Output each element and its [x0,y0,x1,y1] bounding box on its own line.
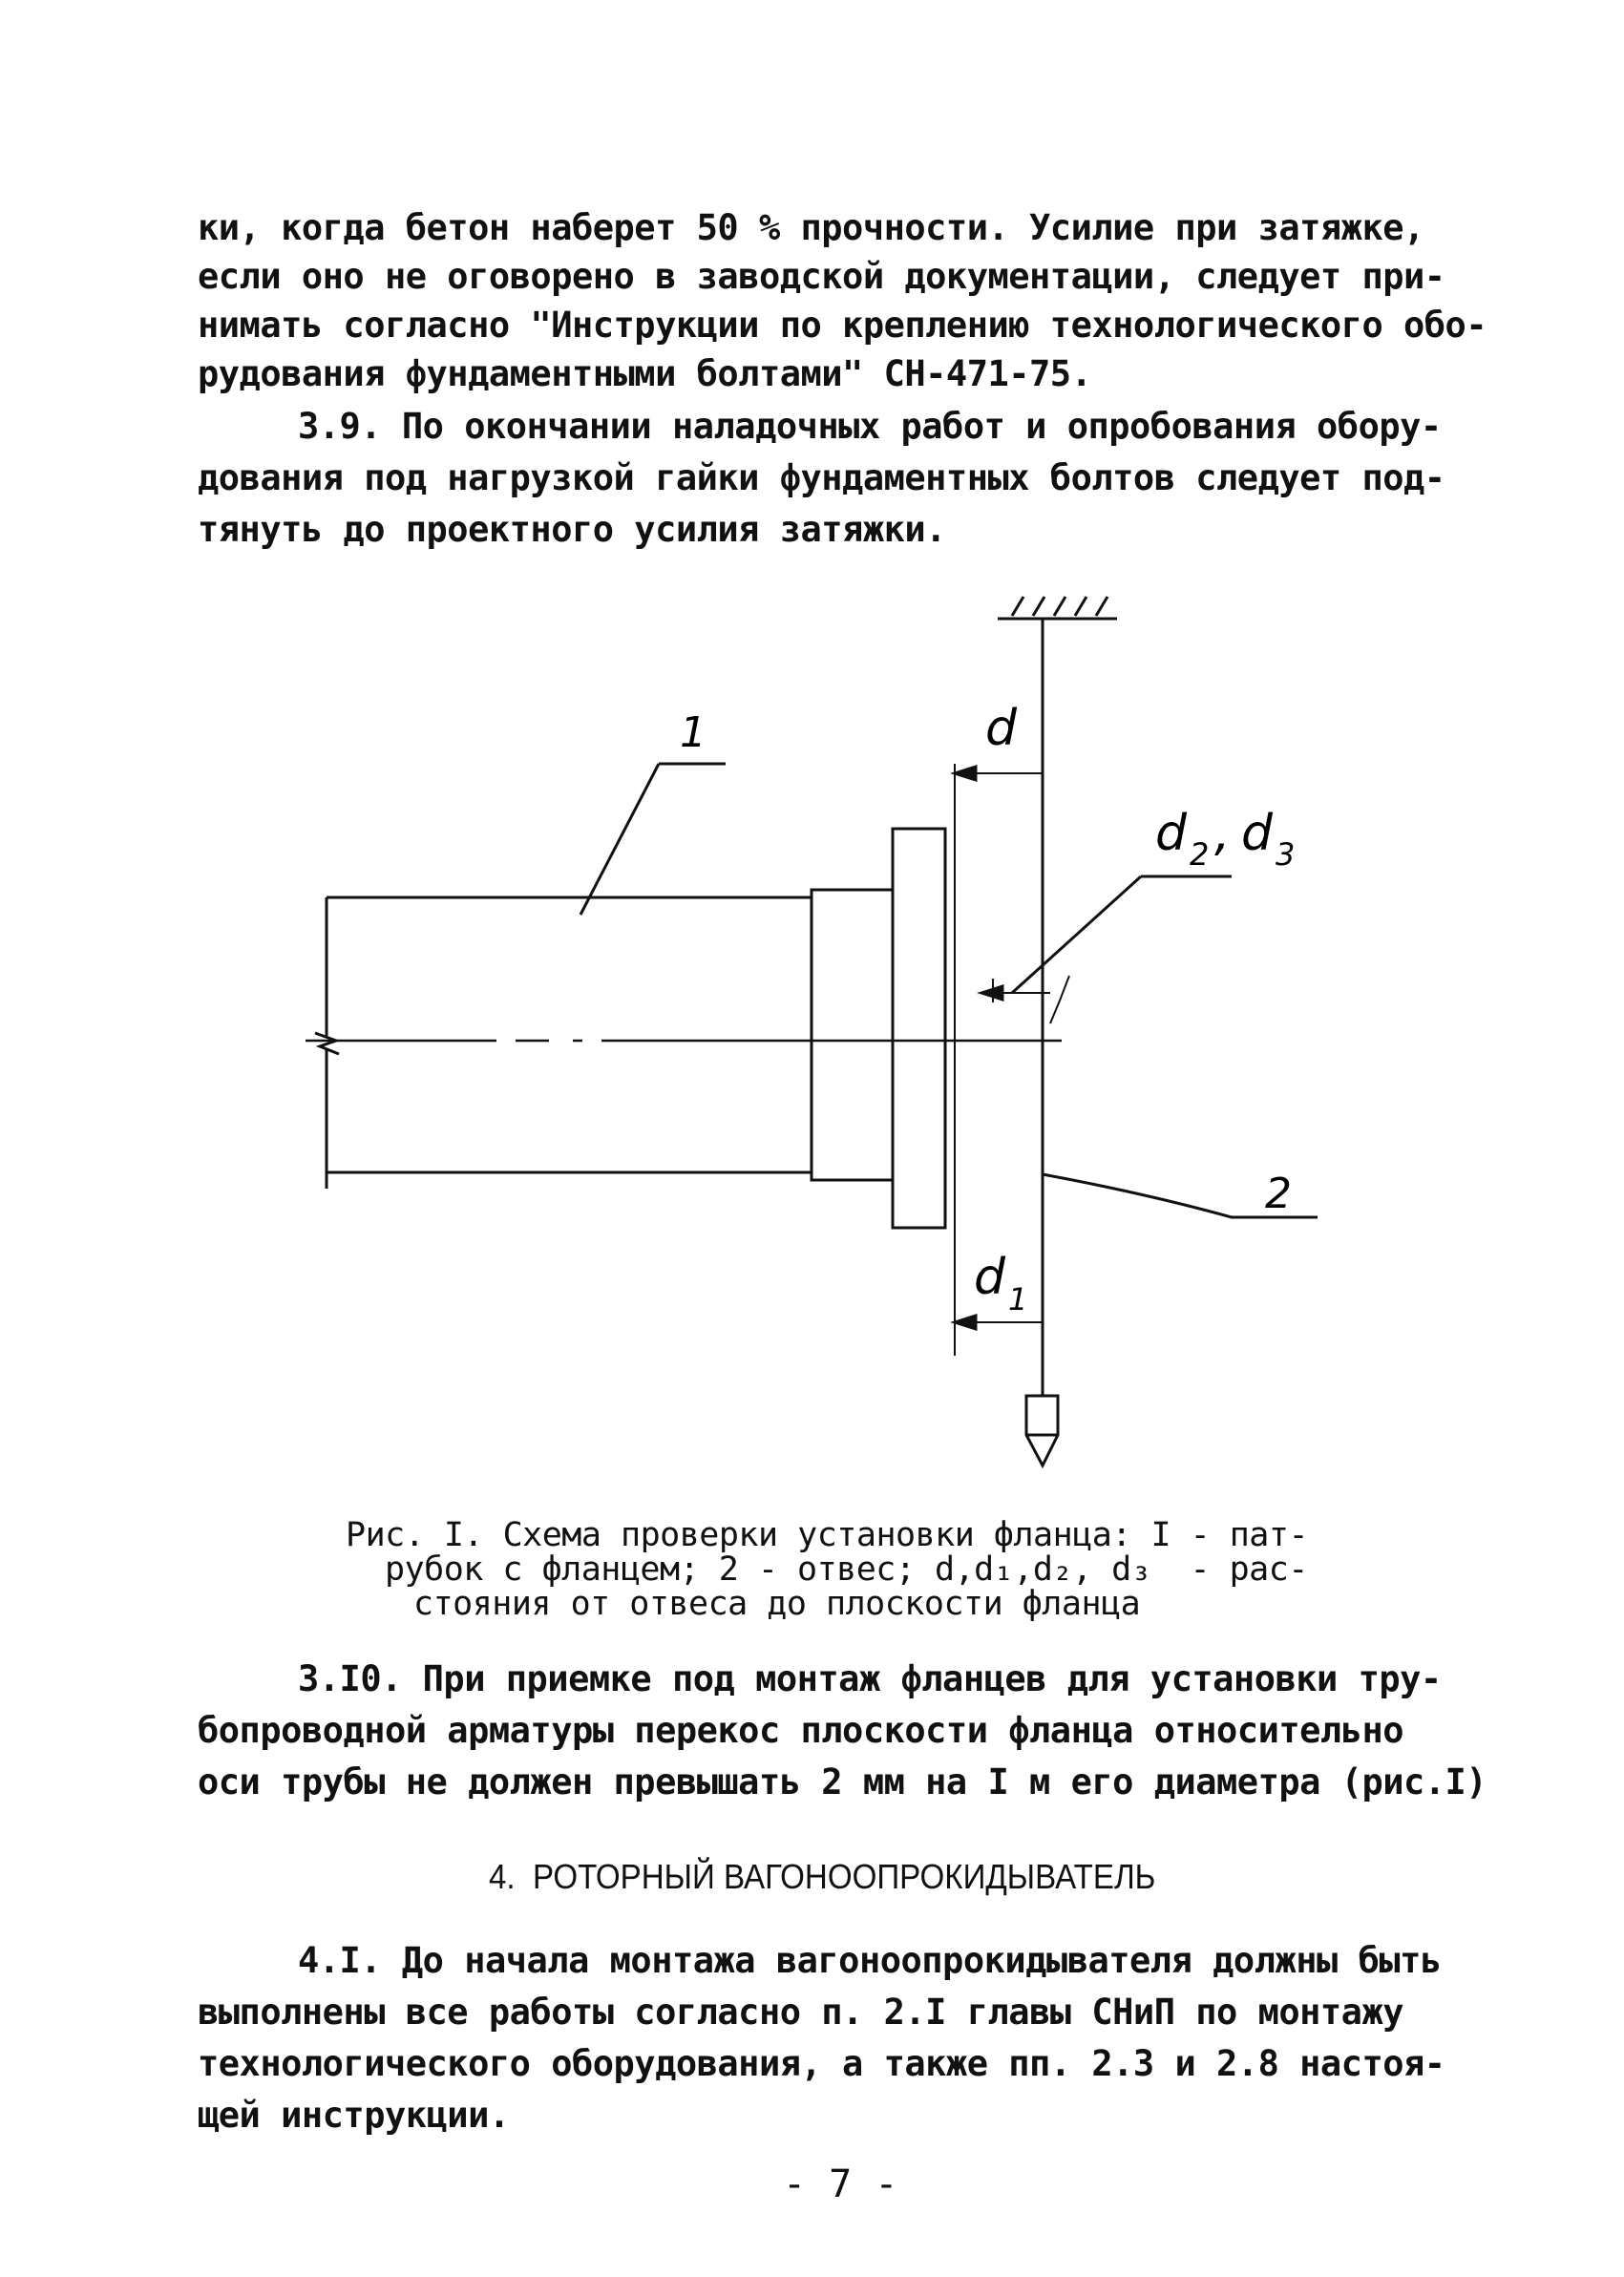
text-line: 4.I. До начала монтажа вагоноопрокидывателя должны быть [298,1940,1442,1981]
nozzle [812,890,893,1180]
leader-d23 [1012,876,1141,993]
text-line: бопроводной арматуры перекос плоскости фланца относительно [198,1710,1404,1751]
label-d2-d3 [1155,805,1295,873]
label-pipe: 1 [680,708,707,757]
text-line: щей инструкции. [198,2095,510,2136]
svg-text:3: 3 [1276,836,1296,873]
text-line: рудования фундаментными болтами" СН-471-75. [198,353,1092,394]
label-plumb: 2 [1265,1170,1292,1218]
section-heading: 4. РОТОРНЫЙ ВАГОНООПРОКИДЫВАТЕЛЬ [489,1857,1156,1896]
svg-text:d: d [1241,805,1274,862]
svg-text:d: d [974,1249,1006,1306]
label-d1 [974,1249,1027,1318]
label-d: d [985,700,1018,757]
text-line: если оно не оговорено в заводской документации, следует при- [198,256,1445,297]
text-line: дования под нагрузкой гайки фундаментных болтов следует под- [198,457,1445,498]
svg-text:d: d [1155,805,1188,862]
dim-d-arrow [955,767,976,780]
leader-1 [580,764,659,915]
svg-text:2: 2 [1190,836,1210,873]
text-line: ки, когда бетон наберет 50 % прочности. Усилие при затяжке, [198,207,1424,248]
page-number: - 7 - [783,2162,898,2206]
svg-text:,: , [1214,805,1231,862]
dim-d1-arrow [955,1316,976,1329]
pipe [315,897,812,1189]
figure-caption-line: Рис. I. Схема проверки установки фланца: I - пат- [346,1516,1309,1554]
text-line: технологического оборудования, а также пп. 2.3 и 2.8 настоя- [198,2043,1445,2084]
text-line: выполнены все работы согласно п. 2.I главы СНиП по монтажу [198,1992,1404,2033]
svg-text:1: 1 [1008,1281,1028,1318]
plumb-bob [1026,1396,1058,1465]
text-line: тянуть до проектного усилия затяжки. [198,509,946,550]
text-line: нимать согласно "Инструкции по креплению технологического обо- [198,305,1487,346]
text-line: оси трубы не должен превышать 2 мм на I м его диаметра (рис.I) [198,1761,1487,1803]
figure-caption-line: стояния от отвеса до плоскости фланца [413,1585,1141,1623]
figure-caption-line: рубок с фланцем; 2 - отвес; d,d₁,d₂, d₃ - рас- [385,1550,1308,1589]
support-hatching [1012,597,1107,616]
flange [893,829,945,1228]
text-line: 3.9. По окончании наладочных работ и опробования обору- [298,406,1442,447]
text-line: 3.I0. При приемке под монтаж фланцев для установки тру- [298,1658,1442,1699]
